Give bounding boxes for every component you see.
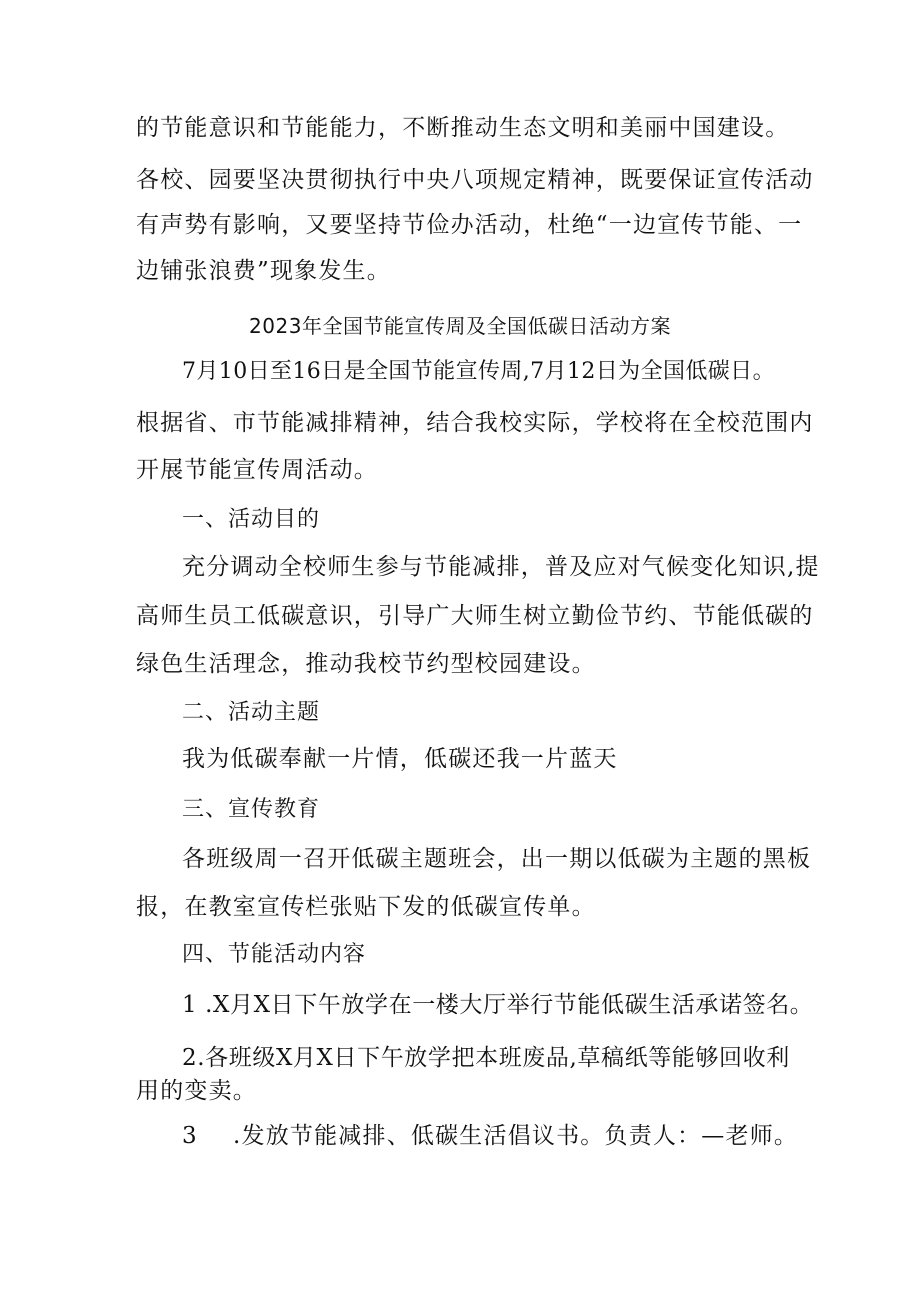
activity-item-1: 1 .X月X日下午放学在一楼大厅举行节能低碳生活承诺签名。 <box>182 992 814 1018</box>
activity-item-3-number: 3 <box>182 1123 198 1149</box>
intro-line-2: 各校、园要坚决贯彻执行中央八项规定精神，既要保证宣传活动 <box>136 167 814 193</box>
goal-line-3: 绿色生活理念，推动我校节约型校园建设。 <box>136 651 596 677</box>
theme-line-1: 我为低碳奉献一片情，低碳还我一片蓝天 <box>182 746 618 772</box>
opening-line-1: 7月10日至16日是全国节能宣传周,7月12日为全国低碳日。 <box>182 359 775 384</box>
intro-line-1: 的节能意识和节能能力，不断推动生态文明和美丽中国建设。 <box>136 115 790 141</box>
document-title: 2023年全国节能宣传周及全国低碳日活动方案 <box>249 314 671 338</box>
activity-item-3: .发放节能减排、低碳生活倡议书。负责人：—老师。 <box>233 1123 799 1149</box>
section-heading-activities: 四、节能活动内容 <box>182 942 367 967</box>
opening-line-2: 根据省、市节能减排精神，结合我校实际，学校将在全校范围内 <box>136 410 814 436</box>
education-line-2: 报，在教室宣传栏张贴下发的低碳宣传单。 <box>136 894 596 920</box>
activity-item-2: 2.各班级X月X日下午放学把本班废品,草稿纸等能够回收利 <box>182 1045 790 1071</box>
education-line-1: 各班级周一召开低碳主题班会，出一期以低碳为主题的黑板 <box>182 846 812 872</box>
goal-line-1: 充分调动全校师生参与节能减排，普及应对气候变化知识,提 <box>182 554 820 580</box>
section-heading-goal: 一、活动目的 <box>182 507 321 532</box>
intro-line-3: 有声势有影响，又要坚持节俭办活动，杜绝“一边宣传节能、一 <box>136 212 803 238</box>
intro-line-4: 边铺张浪费”现象发生。 <box>136 258 391 284</box>
activity-item-2-continued: 用的变卖。 <box>136 1078 257 1104</box>
section-heading-education: 三、宣传教育 <box>182 797 321 822</box>
goal-line-2: 高师生员工低碳意识，引导广大师生树立勤俭节约、节能低碳的 <box>136 603 814 629</box>
section-heading-theme: 二、活动主题 <box>182 700 321 725</box>
opening-line-3: 开展节能宣传周活动。 <box>136 457 378 483</box>
